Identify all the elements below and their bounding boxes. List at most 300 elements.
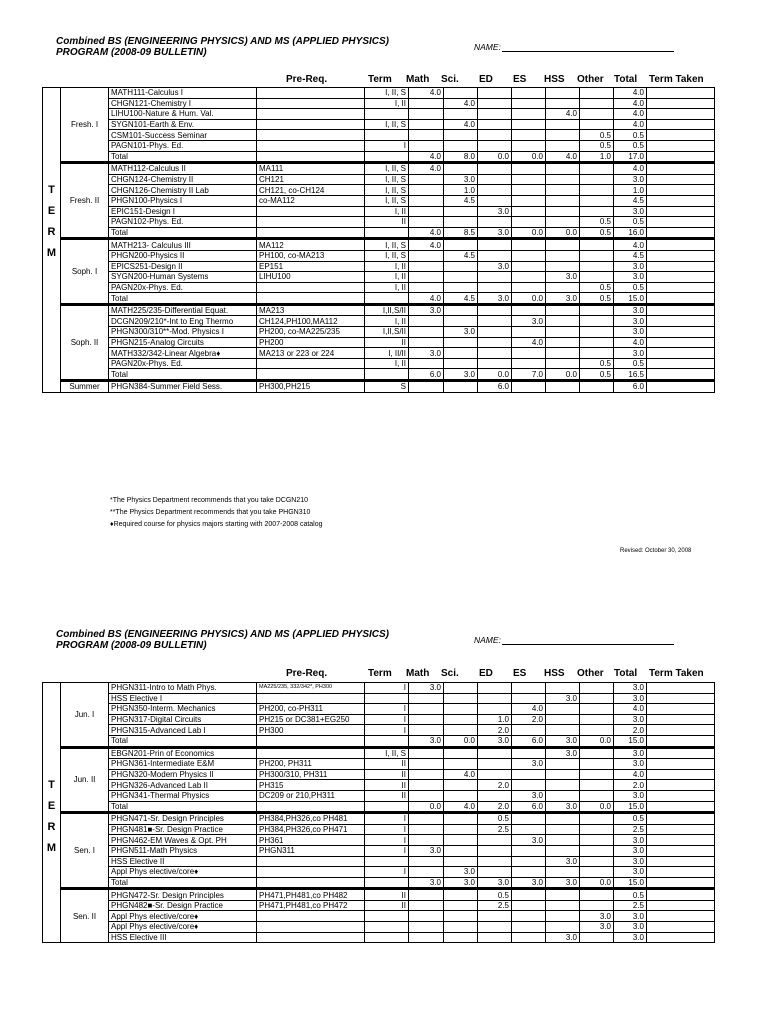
credit-cell: 3.0 <box>478 206 512 217</box>
revised-date: Revised: October 30, 2008 <box>620 548 692 554</box>
term-taken-cell[interactable] <box>647 704 715 715</box>
course-name: PAGN101-Phys. Ed. <box>109 140 257 151</box>
credit-cell <box>580 98 614 109</box>
term-taken-cell[interactable] <box>647 932 715 943</box>
course-name: PHGN100-Physics I <box>109 195 257 206</box>
term-taken-cell[interactable] <box>647 195 715 206</box>
course-name: HSS Elective II <box>109 856 257 867</box>
term-taken-cell[interactable] <box>647 151 715 163</box>
credit-cell: 6.0 <box>478 381 512 393</box>
credit-cell <box>409 759 444 770</box>
course-name: EPIC151-Design I <box>109 206 257 217</box>
prereq-cell <box>257 227 365 239</box>
prereq-cell: PH384,PH326,co PH481 <box>257 813 365 825</box>
credit-cell: 3.0 <box>478 293 512 305</box>
credit-cell <box>409 174 444 185</box>
credit-cell <box>580 867 614 878</box>
credit-cell <box>478 163 512 175</box>
credit-cell <box>546 130 580 141</box>
term-taken-cell[interactable] <box>647 174 715 185</box>
term-taken-cell[interactable] <box>647 725 715 736</box>
credit-cell <box>409 316 444 327</box>
course-name: CHGN121-Chemistry I <box>109 98 257 109</box>
credit-cell <box>409 250 444 261</box>
credit-cell: 0.5 <box>478 813 512 825</box>
credit-cell: 3.0 <box>614 856 647 867</box>
term-cell: I, II, S <box>365 163 409 175</box>
term-taken-cell[interactable] <box>647 911 715 922</box>
credit-cell <box>580 932 614 943</box>
credit-cell: 4.0 <box>409 163 444 175</box>
total-row <box>43 877 715 889</box>
page2-header-pre-req: Pre-Req. <box>286 668 328 679</box>
prereq-cell: PH471,PH481,co PH472 <box>257 900 365 911</box>
term-taken-cell[interactable] <box>647 856 715 867</box>
term-cell: II <box>365 780 409 791</box>
credit-cell <box>444 261 478 272</box>
course-name: Total <box>109 877 257 889</box>
credit-cell <box>478 130 512 141</box>
credit-cell <box>409 900 444 911</box>
course-row <box>43 109 715 120</box>
course-name: PHGN315-Advanced Lab I <box>109 725 257 736</box>
credit-cell: 1.0 <box>580 151 614 163</box>
term-taken-cell[interactable] <box>647 780 715 791</box>
credit-cell <box>580 381 614 393</box>
term-taken-cell[interactable] <box>647 206 715 217</box>
credit-cell <box>409 195 444 206</box>
term-cell: I, II/II <box>365 348 409 359</box>
credit-cell: 0.0 <box>478 369 512 381</box>
credit-cell <box>546 304 580 316</box>
term-cell: I <box>365 845 409 856</box>
credit-cell: 3.0 <box>512 835 546 846</box>
credit-cell <box>580 759 614 770</box>
term-letter: E <box>47 800 56 812</box>
prereq-cell <box>257 119 365 130</box>
term-cell <box>365 877 409 889</box>
credit-cell <box>546 714 580 725</box>
term-taken-cell[interactable] <box>647 348 715 359</box>
credit-cell <box>409 381 444 393</box>
credit-cell <box>512 130 546 141</box>
course-row <box>43 725 715 736</box>
prereq-cell: PH200, co-PH311 <box>257 704 365 715</box>
course-row <box>43 119 715 130</box>
credit-cell <box>512 304 546 316</box>
term-taken-cell[interactable] <box>647 119 715 130</box>
credit-cell <box>512 88 546 99</box>
credit-cell <box>512 140 546 151</box>
credit-cell <box>512 867 546 878</box>
term-taken-cell[interactable] <box>647 185 715 196</box>
course-row <box>43 747 715 759</box>
prereq-cell <box>257 98 365 109</box>
credit-cell: 4.5 <box>444 195 478 206</box>
credit-cell <box>444 759 478 770</box>
credit-cell <box>478 217 512 228</box>
prereq-cell: PH200, PH311 <box>257 759 365 770</box>
term-taken-cell[interactable] <box>647 282 715 293</box>
term-taken-cell[interactable] <box>647 217 715 228</box>
prereq-cell <box>257 877 365 889</box>
prereq-cell <box>257 867 365 878</box>
credit-cell: 3.0 <box>614 747 647 759</box>
term-taken-cell[interactable] <box>647 304 715 316</box>
credit-cell <box>478 922 512 933</box>
prereq-cell <box>257 217 365 228</box>
credit-cell <box>444 130 478 141</box>
credit-cell <box>478 856 512 867</box>
term-taken-cell[interactable] <box>647 813 715 825</box>
prereq-cell: LIHU100 <box>257 272 365 283</box>
credit-cell: 3.0 <box>444 369 478 381</box>
term-taken-cell[interactable] <box>647 877 715 889</box>
credit-cell <box>512 195 546 206</box>
footnote: *The Physics Department recommends that you take DCGN210 <box>110 497 309 504</box>
credit-cell: 0.5 <box>580 282 614 293</box>
credit-cell <box>546 790 580 801</box>
term-group-label: Fresh. II <box>61 163 109 239</box>
credit-cell <box>546 119 580 130</box>
term-taken-cell[interactable] <box>647 693 715 704</box>
credit-cell <box>546 327 580 338</box>
credit-cell: 4.0 <box>614 337 647 348</box>
credit-cell <box>478 747 512 759</box>
credit-cell <box>512 856 546 867</box>
credit-cell <box>409 824 444 835</box>
credit-cell: 4.0 <box>409 151 444 163</box>
credit-cell: 3.0 <box>614 867 647 878</box>
credit-cell <box>444 747 478 759</box>
term-cell: I,II,S/II <box>365 304 409 316</box>
term-taken-cell[interactable] <box>647 140 715 151</box>
term-cell: I, II, S <box>365 88 409 99</box>
course-name: Appl Phys elective/core♦ <box>109 922 257 933</box>
credit-cell <box>512 185 546 196</box>
credit-cell <box>546 813 580 825</box>
page1-header-other: Other <box>577 74 604 85</box>
prereq-cell: PH300,PH215 <box>257 381 365 393</box>
course-row <box>43 261 715 272</box>
prereq-cell <box>257 109 365 120</box>
term-cell: I, II, S <box>365 119 409 130</box>
credit-cell <box>478 185 512 196</box>
credit-cell: 6.0 <box>614 381 647 393</box>
credit-cell: 3.0 <box>478 261 512 272</box>
credit-cell <box>512 206 546 217</box>
term-letter: R <box>47 226 56 238</box>
term-letter: T <box>48 184 55 196</box>
credit-cell: 0.0 <box>546 227 580 239</box>
credit-cell: 4.5 <box>444 250 478 261</box>
credit-cell <box>478 845 512 856</box>
term-taken-cell[interactable] <box>647 889 715 901</box>
course-name: PHGN384-Summer Field Sess. <box>109 381 257 393</box>
credit-cell <box>546 900 580 911</box>
footnote: **The Physics Department recommends that you take PHGN310 <box>110 509 311 516</box>
term-taken-cell[interactable] <box>647 316 715 327</box>
credit-cell <box>409 98 444 109</box>
prereq-cell <box>257 922 365 933</box>
credit-cell: 16.5 <box>614 369 647 381</box>
credit-cell: 0.5 <box>614 217 647 228</box>
credit-cell <box>580 683 614 694</box>
term-taken-cell[interactable] <box>647 381 715 393</box>
credit-cell: 1.0 <box>478 714 512 725</box>
credit-cell <box>478 140 512 151</box>
credit-cell <box>546 239 580 251</box>
credit-cell <box>512 911 546 922</box>
credit-cell: 2.0 <box>478 801 512 813</box>
credit-cell: 15.0 <box>614 877 647 889</box>
credit-cell <box>580 109 614 120</box>
term-cell: I, II, S <box>365 195 409 206</box>
credit-cell <box>444 856 478 867</box>
credit-cell: 0.5 <box>580 140 614 151</box>
term-cell: I, II, S <box>365 747 409 759</box>
term-cell <box>365 227 409 239</box>
course-name: EPICS251-Design II <box>109 261 257 272</box>
page2-header-total: Total <box>614 668 638 679</box>
term-taken-cell[interactable] <box>647 327 715 338</box>
term-taken-cell[interactable] <box>647 239 715 251</box>
credit-cell: 0.5 <box>614 358 647 369</box>
course-name: EBGN201-Prin of Economics <box>109 747 257 759</box>
term-cell: I, II, S <box>365 239 409 251</box>
credit-cell: 2.0 <box>512 714 546 725</box>
course-name: Appl Phys elective/core♦ <box>109 867 257 878</box>
course-row <box>43 250 715 261</box>
credit-cell: 3.0 <box>614 304 647 316</box>
credit-cell <box>409 813 444 825</box>
credit-cell <box>546 922 580 933</box>
credit-cell <box>409 140 444 151</box>
term-taken-cell[interactable] <box>647 900 715 911</box>
course-row <box>43 140 715 151</box>
credit-cell <box>546 683 580 694</box>
prereq-cell <box>257 911 365 922</box>
course-name: DCGN209/210*-Int to Eng Thermo <box>109 316 257 327</box>
credit-cell: 3.0 <box>614 845 647 856</box>
course-row <box>43 780 715 791</box>
course-name: CHGN126-Chemistry II Lab <box>109 185 257 196</box>
credit-cell <box>409 932 444 943</box>
term-taken-cell[interactable] <box>647 759 715 770</box>
credit-cell: 4.5 <box>614 195 647 206</box>
total-row <box>43 151 715 163</box>
prereq-cell: PH200 <box>257 337 365 348</box>
credit-cell <box>444 272 478 283</box>
term-taken-cell[interactable] <box>647 98 715 109</box>
course-name: PHGN326-Advanced Lab II <box>109 780 257 791</box>
term-taken-cell[interactable] <box>647 369 715 381</box>
course-name: PHGN482■-Sr. Design Practice <box>109 900 257 911</box>
credit-cell: 0.5 <box>478 889 512 901</box>
credit-cell <box>444 683 478 694</box>
credit-cell: 3.0 <box>614 911 647 922</box>
credit-cell: 3.0 <box>546 856 580 867</box>
credit-cell: 15.0 <box>614 293 647 305</box>
prereq-cell <box>257 130 365 141</box>
credit-cell: 4.0 <box>614 769 647 780</box>
credit-cell <box>444 348 478 359</box>
page1-header-term: Term <box>368 74 392 85</box>
course-name: CHGN124-Chemistry II <box>109 174 257 185</box>
term-group-label: Fresh. I <box>61 88 109 163</box>
credit-cell: 3.0 <box>614 261 647 272</box>
credit-cell <box>444 358 478 369</box>
credit-cell: 0.0 <box>512 151 546 163</box>
term-group-label: Soph. I <box>61 239 109 305</box>
course-row <box>43 195 715 206</box>
course-row <box>43 304 715 316</box>
page2-header-es: ES <box>513 668 527 679</box>
course-name: Total <box>109 735 257 747</box>
course-row <box>43 704 715 715</box>
term-taken-cell[interactable] <box>647 845 715 856</box>
course-row <box>43 130 715 141</box>
credit-cell <box>409 747 444 759</box>
term-group-label: Soph. II <box>61 304 109 380</box>
page1-header-math: Math <box>406 74 430 85</box>
course-row <box>43 790 715 801</box>
course-row <box>43 693 715 704</box>
credit-cell <box>478 109 512 120</box>
course-row <box>43 813 715 825</box>
term-cell: I <box>365 704 409 715</box>
course-row <box>43 272 715 283</box>
credit-cell <box>512 239 546 251</box>
course-name: PHGN361-Intermediate E&M <box>109 759 257 770</box>
credit-cell: 3.0 <box>409 735 444 747</box>
credit-cell <box>478 932 512 943</box>
term-taken-cell[interactable] <box>647 337 715 348</box>
credit-cell <box>409 835 444 846</box>
term-taken-cell[interactable] <box>647 835 715 846</box>
term-taken-cell[interactable] <box>647 293 715 305</box>
credit-cell <box>409 109 444 120</box>
term-taken-cell[interactable] <box>647 790 715 801</box>
credit-cell: 0.5 <box>580 358 614 369</box>
course-name: PHGN471-Sr. Design Principles <box>109 813 257 825</box>
term-cell: I, II <box>365 316 409 327</box>
term-cell: I <box>365 725 409 736</box>
term-taken-cell[interactable] <box>647 747 715 759</box>
credit-cell: 4.0 <box>614 239 647 251</box>
course-name: PHGN317-Digital Circuits <box>109 714 257 725</box>
term-taken-cell[interactable] <box>647 227 715 239</box>
term-taken-cell[interactable] <box>647 683 715 694</box>
footnote: ♦Required course for physics majors starting with 2007-2008 catalog <box>110 521 323 528</box>
credit-cell <box>478 195 512 206</box>
credit-cell <box>512 261 546 272</box>
credit-cell: 0.5 <box>614 130 647 141</box>
term-taken-cell[interactable] <box>647 922 715 933</box>
credit-cell <box>478 683 512 694</box>
credit-cell <box>409 856 444 867</box>
credit-cell <box>546 316 580 327</box>
course-row <box>43 348 715 359</box>
page2-term-sidebar <box>43 683 61 943</box>
page2-name-field[interactable]: NAME: <box>474 635 674 645</box>
term-cell <box>365 151 409 163</box>
credit-cell <box>444 337 478 348</box>
term-taken-cell[interactable] <box>647 801 715 813</box>
credit-cell <box>512 163 546 175</box>
credit-cell <box>546 88 580 99</box>
credit-cell <box>444 813 478 825</box>
course-name: LIHU100-Nature & Hum. Val. <box>109 109 257 120</box>
credit-cell: 2.5 <box>614 900 647 911</box>
credit-cell <box>580 693 614 704</box>
credit-cell <box>580 704 614 715</box>
credit-cell <box>409 922 444 933</box>
term-taken-cell[interactable] <box>647 272 715 283</box>
term-taken-cell[interactable] <box>647 261 715 272</box>
course-row <box>43 98 715 109</box>
credit-cell: 3.0 <box>546 877 580 889</box>
course-row <box>43 239 715 251</box>
term-taken-cell[interactable] <box>647 88 715 99</box>
credit-cell: 3.0 <box>546 693 580 704</box>
credit-cell <box>444 316 478 327</box>
credit-cell: 4.0 <box>614 704 647 715</box>
term-taken-cell[interactable] <box>647 867 715 878</box>
term-taken-cell[interactable] <box>647 130 715 141</box>
page2-header-term-taken: Term Taken <box>649 668 704 679</box>
credit-cell <box>580 900 614 911</box>
term-taken-cell[interactable] <box>647 824 715 835</box>
credit-cell: 4.5 <box>614 250 647 261</box>
credit-cell <box>546 704 580 715</box>
credit-cell <box>409 714 444 725</box>
page1-name-field[interactable]: NAME: <box>474 42 674 52</box>
credit-cell <box>512 747 546 759</box>
course-name: Total <box>109 293 257 305</box>
term-taken-cell[interactable] <box>647 735 715 747</box>
prereq-cell <box>257 693 365 704</box>
credit-cell <box>546 174 580 185</box>
credit-cell <box>546 185 580 196</box>
course-row <box>43 835 715 846</box>
prereq-cell: PH215 or DC381+EG250 <box>257 714 365 725</box>
prereq-cell <box>257 932 365 943</box>
credit-cell <box>512 845 546 856</box>
page1-title: Combined BS (ENGINEERING PHYSICS) AND MS (APPLIED PHYSICS) PROGRAM (2008-09 BULLETIN) <box>56 36 389 58</box>
credit-cell <box>409 769 444 780</box>
credit-cell: 4.0 <box>444 119 478 130</box>
course-name: PHGN300/310**-Mod. Physics I <box>109 327 257 338</box>
term-taken-cell[interactable] <box>647 714 715 725</box>
term-cell <box>365 109 409 120</box>
term-taken-cell[interactable] <box>647 358 715 369</box>
credit-cell: 2.0 <box>478 725 512 736</box>
credit-cell <box>444 88 478 99</box>
credit-cell <box>546 348 580 359</box>
term-taken-cell[interactable] <box>647 250 715 261</box>
credit-cell: 1.0 <box>444 185 478 196</box>
credit-cell <box>444 725 478 736</box>
credit-cell <box>444 206 478 217</box>
term-cell <box>365 293 409 305</box>
term-taken-cell[interactable] <box>647 769 715 780</box>
term-taken-cell[interactable] <box>647 109 715 120</box>
credit-cell: 3.0 <box>614 206 647 217</box>
page2-header-ed: ED <box>479 668 493 679</box>
term-taken-cell[interactable] <box>647 163 715 175</box>
page1-footnotes <box>110 495 323 531</box>
